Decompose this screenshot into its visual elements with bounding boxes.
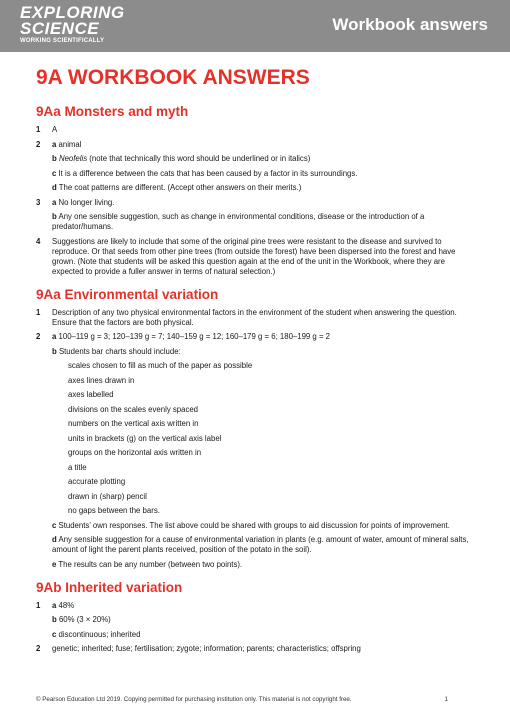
- answer-part-b: b Any one sensible suggestion, such as change in environmental conditions, disease or the introduction of a predator/humans.: [52, 212, 425, 231]
- list-item: axes lines drawn in: [68, 375, 135, 385]
- answer-part-a: a animal: [52, 139, 82, 149]
- list-item: axes labelled: [68, 390, 114, 399]
- answer-part-c: c It is a difference between the cats that has been caused by a factor in its surroundings.: [52, 168, 358, 178]
- answer-part-c: c discontinuous; inherited: [52, 629, 141, 639]
- bar-chart-checklist: [52, 361, 476, 516]
- question-number: 1: [36, 125, 41, 134]
- answer-part-c: c Students’ own responses. The list above could be shared with groups to aid discussion for points of improvement.: [52, 520, 450, 530]
- answer-part-e: e The results can be any number (between two points).: [52, 559, 243, 569]
- header-title: Workbook answers: [332, 15, 488, 34]
- page-title: 9A WORKBOOK ANSWERS: [36, 66, 310, 89]
- question-number: 4: [36, 236, 41, 246]
- answer-part-b: b 60% (3 × 20%): [52, 615, 111, 624]
- answer-part-d: d The coat patterns are different. (Accept other answers on their merits.): [52, 183, 302, 192]
- answer-part-b: b Students bar charts should include:: [52, 346, 181, 356]
- question-3: [36, 198, 476, 233]
- question-number: 3: [36, 197, 41, 207]
- answer-text: A: [52, 125, 58, 134]
- question-1: [36, 308, 476, 328]
- answer-text: Suggestions are likely to include that some of the original pine trees were resistant to the disease and survived to reproduce. Or that seeds from other pine trees (from outside the forest) have been dispersed into the forest and have grown. (Note that students will be asked this question again at the end of the unit in the Workbook, where they are expected to provide a fuller answer in terms of natural selection.): [52, 236, 456, 276]
- list-item: scales chosen to fill as much of the paper as possible: [68, 361, 253, 370]
- question-2: [36, 332, 476, 570]
- section-title-environmental-variation: 9Aa Environmental variation: [36, 286, 219, 302]
- page-number: 1: [444, 696, 448, 703]
- question-number: 1: [36, 307, 41, 317]
- logo-line-2: SCIENCE: [20, 19, 100, 38]
- answer-text: Description of any two physical environmental factors in the environment of the student when answering the question. Ensure that the factors are both physical.: [52, 307, 457, 327]
- list-item: numbers on the vertical axis written in: [68, 419, 199, 428]
- question-2: [36, 140, 476, 194]
- logo-line-1: EXPLORING: [20, 3, 125, 22]
- list-item: units in brackets (g) on the vertical axis label: [68, 433, 222, 443]
- question-number: 2: [36, 139, 41, 149]
- question-number: 2: [36, 644, 41, 653]
- answer-part-a: a 48%: [52, 600, 75, 610]
- page-header: [0, 0, 510, 52]
- section-title-inherited-variation: 9Ab Inherited variation: [36, 579, 183, 595]
- list-item: no gaps between the bars.: [68, 506, 160, 515]
- section-title-monsters-myth: 9Aa Monsters and myth: [36, 104, 189, 119]
- answer-part-d: d Any sensible suggestion for a cause of environmental variation in plants (e.g. amount of water, amount of mineral salts, amount of light the parent plants received, position of the potato in the soil).: [52, 535, 469, 554]
- list-item: groups on the horizontal axis written in: [68, 448, 202, 457]
- copyright-notice: © Pearson Education Ltd 2019. Copying permitted for purchasing institution only. This material is not copyright free.: [36, 696, 352, 703]
- document-body: [36, 66, 476, 659]
- list-item: drawn in (sharp) pencil: [68, 491, 147, 501]
- logo-line-3: WORKING SCIENTIFICALLY: [20, 38, 105, 44]
- list-item: accurate plotting: [68, 477, 126, 486]
- exploring-science-logo: [20, 4, 125, 44]
- question-2: [36, 644, 476, 654]
- list-item: divisions on the scales evenly spaced: [68, 404, 199, 414]
- answer-text: genetic; inherited; fuse; fertilisation; zygote; information; parents; characteristics; offspring: [52, 644, 361, 653]
- question-4: [36, 237, 476, 277]
- answer-part-b: b Neofelis (note that technically this word should be underlined or in italics): [52, 154, 311, 163]
- page-footer: [36, 696, 448, 703]
- answer-part-a: a No longer living.: [52, 197, 115, 207]
- question-1: [36, 125, 476, 135]
- question-1: [36, 601, 476, 640]
- question-number: 1: [36, 600, 41, 610]
- answer-part-a: a 100–119 g = 3; 120–139 g = 7; 140–159 g = 12; 160–179 g = 6; 180–199 g = 2: [52, 332, 330, 341]
- question-number: 2: [36, 332, 41, 341]
- list-item: a title: [68, 462, 87, 472]
